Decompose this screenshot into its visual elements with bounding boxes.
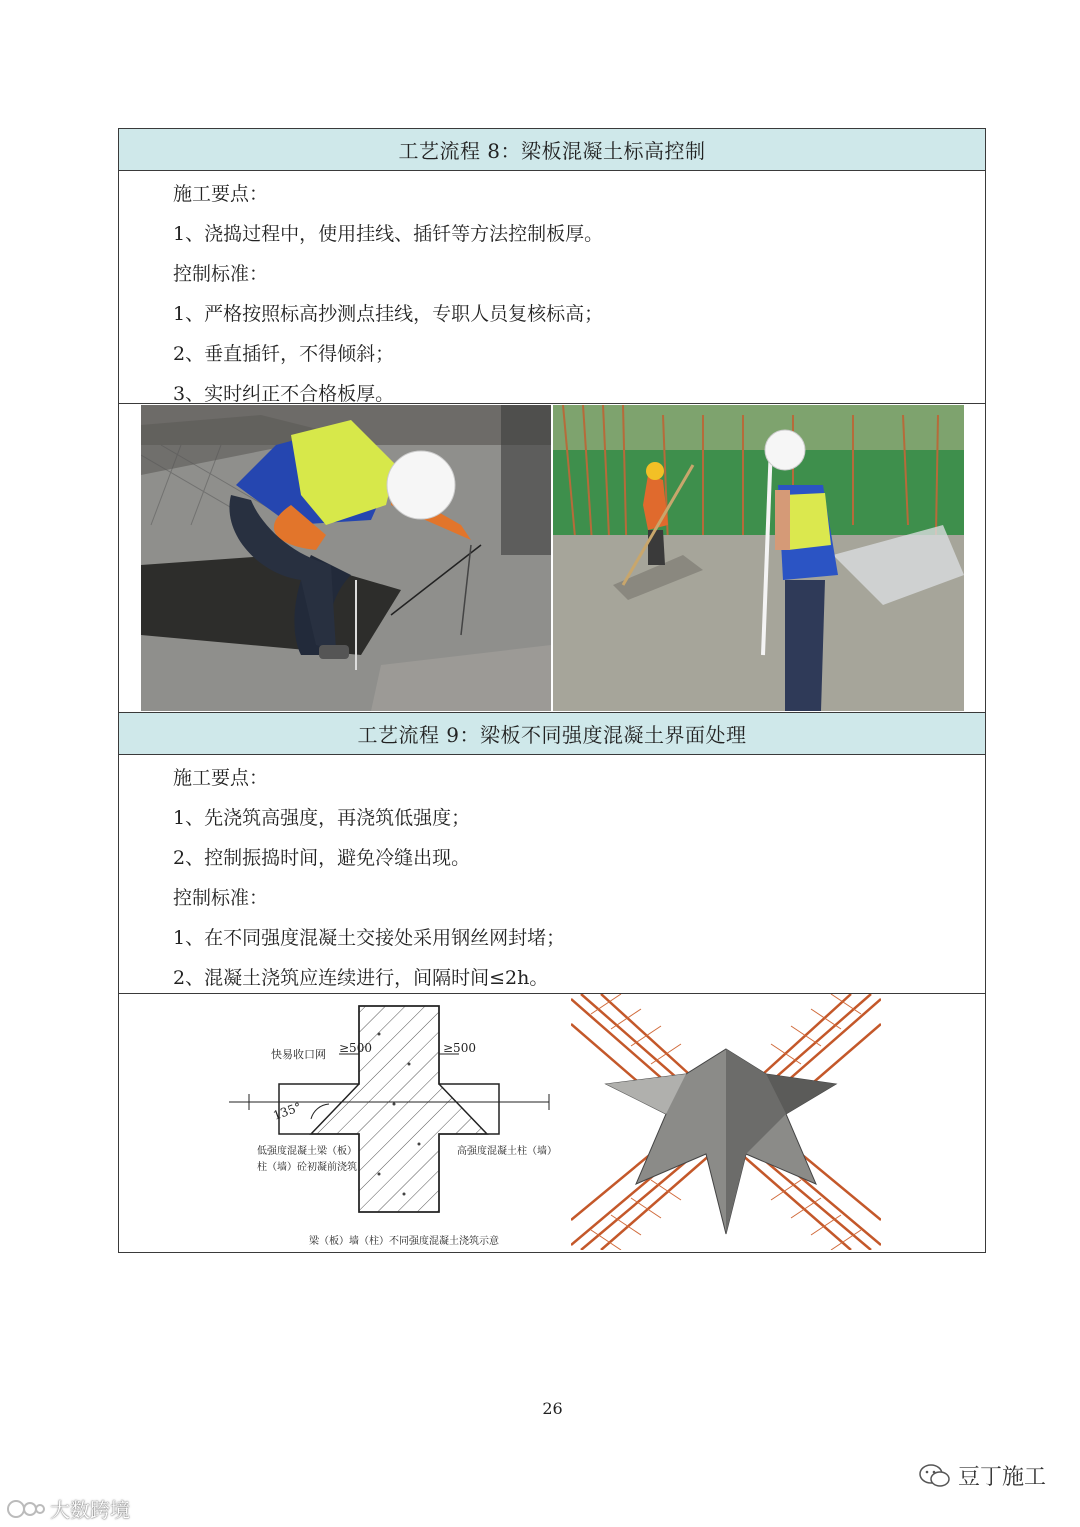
text-line: 控制标准： xyxy=(173,887,269,909)
diagram-caption: 梁（板）墙（柱）不同强度混凝土浇筑示意 xyxy=(309,1236,499,1247)
text-line: 2、混凝土浇筑应连续进行，间隔时间≤2h。 xyxy=(173,967,549,989)
label-high: 高强度混凝土柱（墙） xyxy=(457,1146,557,1157)
section-8-title: 工艺流程 8：梁板混凝土标高控制 xyxy=(398,139,706,163)
section-diagram xyxy=(219,994,569,1250)
dim-left: ≥500 xyxy=(339,1041,372,1055)
wechat-icon xyxy=(918,1462,952,1490)
section-9-diagrams xyxy=(119,994,985,1252)
text-line: 2、垂直插钎，不得倾斜； xyxy=(173,343,395,365)
section-9-title: 工艺流程 9：梁板不同强度混凝土界面处理 xyxy=(357,723,747,747)
text-line: 3、实时纠正不合格板厚。 xyxy=(173,383,395,405)
section-9-header xyxy=(119,713,985,755)
brand-logo-icon xyxy=(6,1498,46,1520)
text-line: 施工要点： xyxy=(173,183,269,205)
angle-label: 135° xyxy=(271,1099,304,1123)
watermark-left-text: 大数跨境 xyxy=(50,1498,130,1522)
watermark-right-text: 豆丁施工 xyxy=(957,1465,1046,1490)
text-line: 1、浇捣过程中，使用挂线、插钎等方法控制板厚。 xyxy=(173,223,604,245)
label-mesh: 快易收口网 xyxy=(271,1048,326,1061)
watermark-right xyxy=(918,1460,1046,1491)
label-low-1: 低强度混凝土梁（板） xyxy=(257,1146,357,1157)
text-line: 控制标准： xyxy=(173,263,269,285)
text-line: 1、严格按照标高抄测点挂线，专职人员复核标高； xyxy=(173,303,604,325)
document-table xyxy=(118,128,986,1253)
section-8-text xyxy=(119,171,985,404)
text-line: 1、在不同强度混凝土交接处采用钢丝网封堵； xyxy=(173,927,566,949)
dim-right: ≥500 xyxy=(443,1041,476,1055)
label-low-2: 柱（墙）砼初凝前浇筑 xyxy=(257,1162,357,1173)
text-line: 施工要点： xyxy=(173,767,269,789)
section-8-photos xyxy=(119,404,985,713)
render-3d xyxy=(571,994,881,1250)
watermark-left xyxy=(6,1494,130,1523)
text-line: 1、先浇筑高强度，再浇筑低强度； xyxy=(173,807,471,829)
page-number: 26 xyxy=(542,1399,563,1418)
photo-worker-measuring xyxy=(141,405,551,711)
photo-site-elevation xyxy=(553,405,964,711)
text-line: 2、控制振捣时间，避免冷缝出现。 xyxy=(173,847,471,869)
section-8-header xyxy=(119,129,985,171)
section-9-text xyxy=(119,755,985,994)
